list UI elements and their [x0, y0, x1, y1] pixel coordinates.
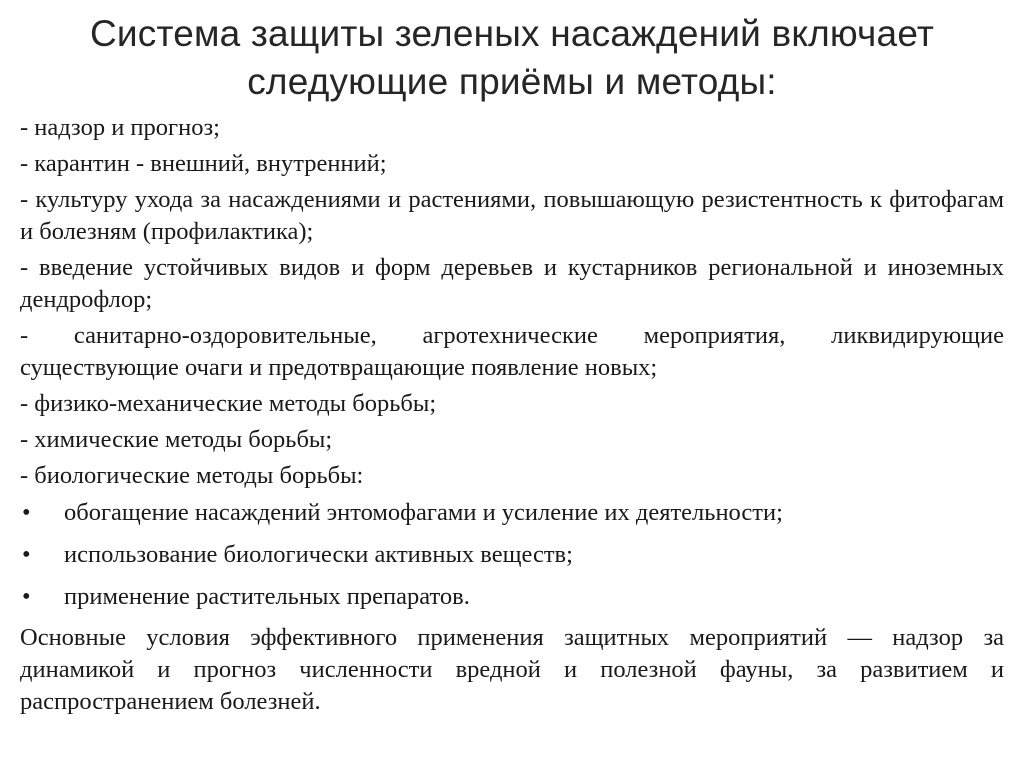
bullet-marker: • [22, 499, 31, 526]
bullet-text: применение растительных препаратов. [64, 583, 470, 610]
bullet-text: обогащение насаждений энтомофагами и усиление их деятельности; [64, 499, 783, 526]
bullet-item [20, 496, 1004, 530]
conclusion-paragraph: Основные условия эффективного применения защитных мероприятий — надзор за динамикой и прогноз численности вредной и полезной фауны, за развитием и распространением болезней. [20, 624, 1004, 715]
bullet-item [20, 538, 1004, 572]
list-item: - карантин - внешний, внутренний; [20, 150, 387, 177]
bullet-marker: • [22, 541, 31, 568]
list-item: - химические методы борьбы; [20, 426, 333, 453]
bullet-item [20, 580, 1004, 614]
bullet-text: использование биологически активных веществ; [64, 541, 573, 568]
bullet-marker: • [22, 583, 31, 610]
list-item: - биологические методы борьбы: [20, 462, 364, 489]
list-item: - надзор и прогноз; [20, 114, 220, 141]
title-line-2: следующие приёмы и методы: [247, 61, 777, 102]
list-item: - введение устойчивых видов и форм деревьев и кустарников региональной и иноземных дендрофлор; [20, 254, 1004, 313]
list-item: - культуру ухода за насаждениями и растениями, повышающую резистентность к фитофагам и болезням (профилактика); [20, 186, 1004, 245]
slide-title [60, 10, 964, 106]
list-item: - санитарно-оздоровительные, агротехнические мероприятия, ликвидирующие существующие очаги и предотвращающие появление новых; [20, 322, 1004, 381]
list-item: - физико-механические методы борьбы; [20, 390, 437, 417]
title-line-1: Система защиты зеленых насаждений включает [89, 13, 935, 54]
slide-content [20, 112, 1004, 718]
